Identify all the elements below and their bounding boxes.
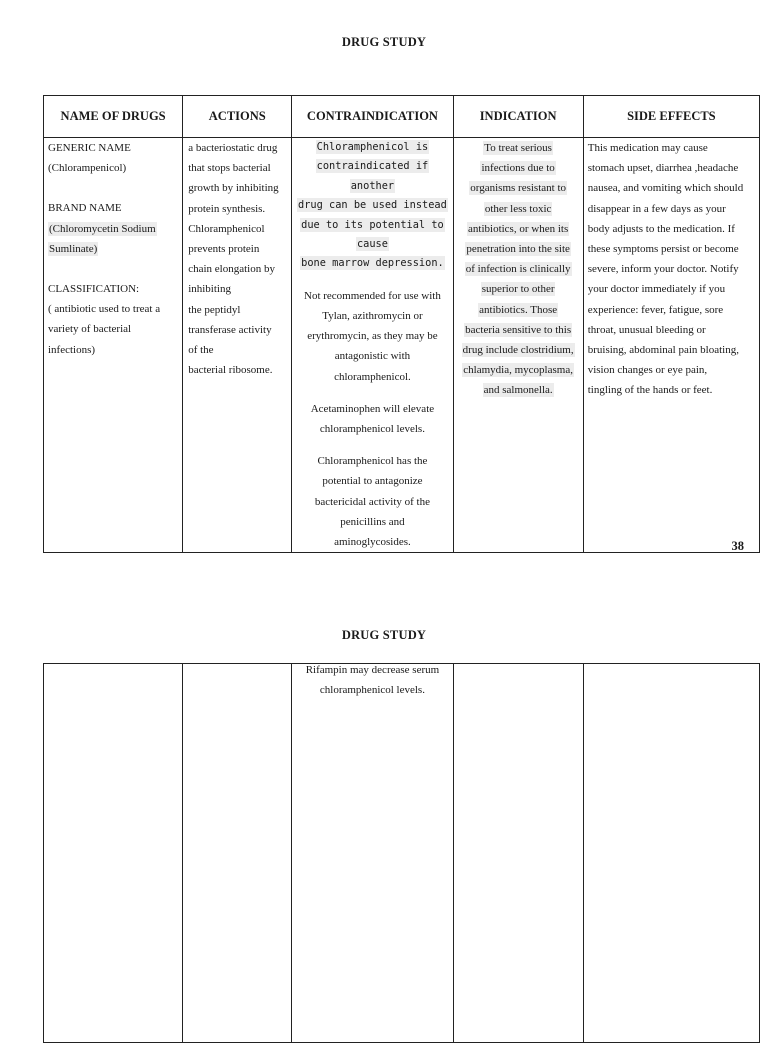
contra-p2-line: Tylan, azithromycin or (322, 310, 423, 323)
classification-value: ( antibiotic used to treat a (48, 303, 161, 316)
contra-p2-line: Not recommended for use with (304, 289, 441, 302)
actions-line: inhibiting (188, 283, 231, 296)
indication-line: To treat serious (484, 142, 552, 154)
contra-mono-line: drug can be used instead (298, 199, 447, 212)
contra-p4-line: aminoglycosides. (334, 536, 411, 549)
actions-line: Chloramphenicol (188, 222, 265, 235)
actions-line: protein synthesis. (188, 202, 266, 215)
indication-line: antibiotics. Those (479, 303, 558, 316)
contra-p2-line: antagonistic with (334, 350, 411, 363)
indication-cell-empty (453, 664, 583, 1043)
indication-line: chlamydia, mycoplasma, (463, 364, 573, 377)
side-effects-line: This medication may cause (587, 142, 708, 154)
side-effects-cell (583, 138, 759, 553)
page-number: 38 (731, 539, 744, 553)
actions-line: the peptidyl (188, 303, 241, 316)
drug-study-table (43, 95, 760, 553)
contraindication-cell (292, 138, 453, 553)
header-actions: ACTIONS (183, 96, 292, 138)
contra-p3-line: Acetaminophen will elevate (310, 402, 435, 415)
actions-line: prevents protein (188, 243, 260, 256)
actions-line: that stops bacterial (188, 162, 271, 175)
side-effects-line: your doctor immediately if you (587, 283, 726, 296)
contra-p4-line: Chloramphenicol has the (317, 455, 428, 468)
indication-line: other less toxic (484, 202, 552, 215)
side-effects-line: disappear in a few days as your (587, 202, 726, 215)
contra-p2-line: erythromycin, as they may be (307, 330, 438, 343)
side-effects-line: these symptoms persist or become (587, 243, 739, 256)
header-indication: INDICATION (453, 96, 583, 138)
indication-line: penetration into the site (466, 243, 570, 256)
indication-line: bacteria sensitive to this (465, 323, 572, 336)
side-effects-line: body adjusts to the medication. If (587, 222, 735, 235)
generic-name-value: (Chlorampenicol) (48, 162, 127, 175)
classification-value-end: infections) (48, 343, 96, 356)
table-row (44, 138, 760, 553)
drug-study-table-continued (43, 663, 760, 1043)
indication-cell (453, 138, 583, 553)
name-cell (44, 138, 183, 553)
header-contraindication: CONTRAINDICATION (292, 96, 453, 138)
brand-name-label: BRAND NAME (48, 202, 122, 215)
side-effects-line: bruising, abdominal pain bloating, (587, 344, 739, 357)
brand-name-value: (Chloromycetin Sodium (49, 222, 156, 235)
contra-cont-line: chloramphenicol levels. (319, 684, 425, 697)
contra-mono-line: bone marrow depression. (301, 257, 444, 270)
indication-line: infections due to (481, 162, 555, 175)
actions-line: bacterial ribosome. (188, 364, 273, 377)
actions-line: transferase activity (188, 323, 272, 336)
contra-mono-line: Chloramphenicol is (316, 141, 429, 153)
indication-line: superior to other (481, 283, 555, 296)
contraindication-cell-continued (292, 664, 453, 1043)
indication-line: of infection is clinically (465, 263, 571, 276)
page-title-2: DRUG STUDY (341, 628, 427, 642)
indication-line: drug include clostridium, (462, 344, 574, 357)
contra-p3-line: chloramphenicol levels. (319, 423, 425, 436)
actions-cell-empty (183, 664, 292, 1043)
contra-p2-line: chloramphenicol. (334, 370, 411, 383)
side-effects-line: tingling of the hands or feet. (587, 384, 713, 397)
contra-p4-line: potential to antagonize (322, 475, 423, 488)
name-cell-empty (44, 664, 183, 1043)
generic-name-label: GENERIC NAME (48, 142, 131, 154)
side-effects-line: severe, inform your doctor. Notify (587, 263, 739, 276)
side-effects-line: stomach upset, diarrhea ,headache (587, 162, 739, 175)
page-title: DRUG STUDY (341, 35, 427, 49)
contra-mono-line: due to its potential to cause (301, 218, 444, 251)
classification-value-cont: variety of bacterial (48, 323, 132, 336)
contra-p4-line: bactericidal activity of the (314, 495, 430, 508)
side-effects-line: nausea, and vomiting which should (587, 182, 744, 195)
classification-label: CLASSIFICATION: (48, 283, 140, 296)
indication-line: organisms resistant to (470, 182, 566, 195)
actions-cell (183, 138, 292, 553)
indication-line: antibiotics, or when its (468, 222, 569, 235)
side-effects-line: experience: fever, fatigue, sore (587, 303, 724, 316)
header-side-effects: SIDE EFFECTS (583, 96, 759, 138)
actions-line: of the (188, 344, 214, 357)
actions-line: a bacteriostatic drug (188, 142, 278, 154)
side-effects-line: throat, unusual bleeding or (587, 323, 706, 336)
side-effects-line: vision changes or eye pain, (587, 364, 708, 377)
actions-line: growth by inhibiting (188, 182, 279, 195)
brand-name-value-cont: Sumlinate) (49, 242, 98, 255)
contra-p4-line: penicillins and (340, 515, 405, 528)
actions-line: chain elongation by (188, 263, 275, 276)
side-effects-cell-empty (583, 664, 759, 1043)
header-name-of-drugs: NAME OF DRUGS (44, 96, 183, 138)
contra-mono-line: contraindicated if another (316, 160, 429, 192)
table-row (44, 664, 760, 1043)
contra-cont-line: Rifampin may decrease serum (305, 664, 440, 676)
indication-line: and salmonella. (483, 384, 553, 397)
table-header-row (44, 96, 760, 138)
